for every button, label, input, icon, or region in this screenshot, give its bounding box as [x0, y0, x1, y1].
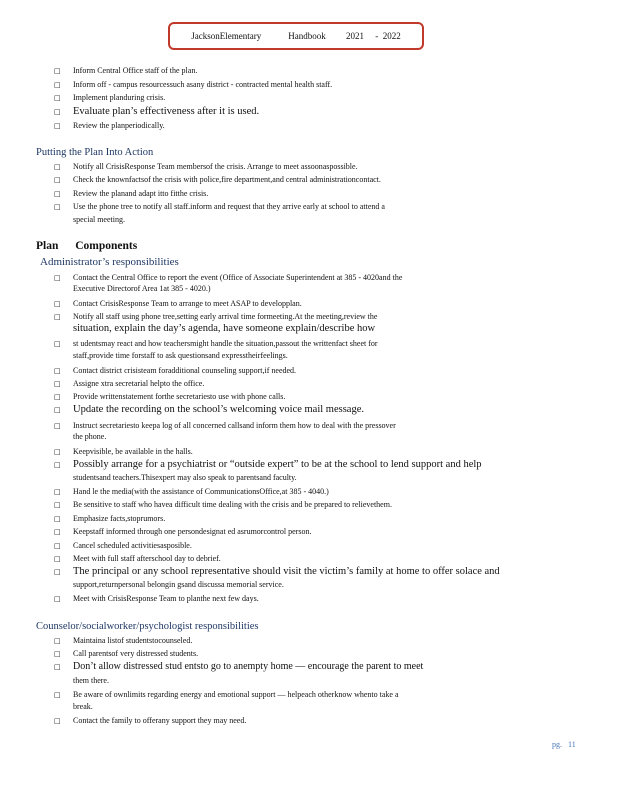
bullet-square-icon: □ [54, 528, 61, 536]
bullet-square-icon: □ [54, 163, 61, 171]
list-item-continuation: support,returnpersonal belongin gsand discussa memorial service. [73, 580, 284, 589]
list-item-continuation: special meeting. [73, 215, 125, 224]
bullet-square-icon: □ [54, 555, 61, 563]
bullet-square-icon: □ [54, 108, 61, 116]
list-item-continuation: staff,provide time forstaff to ask questionsand expresstheirfeelings. [73, 351, 288, 360]
list-item-continuation: situation, explain the day’s agenda, have someone explain/describe how [73, 323, 376, 334]
bullet-square-icon: □ [54, 717, 61, 725]
bullet-square-icon: □ [54, 488, 61, 496]
bullet-square-icon: □ [54, 340, 61, 348]
bullet-square-icon: □ [54, 122, 61, 130]
page-number: pg. 11 [552, 740, 576, 749]
list-item-continuation: them there. [73, 676, 109, 685]
section-heading-putting: Putting the Plan Into Action [36, 147, 154, 158]
counselor-responsibilities-heading: Counselor/socialworker/psychologist responsibilities [36, 621, 259, 632]
bullet-square-icon: □ [54, 313, 61, 321]
bullet-square-icon: □ [54, 67, 61, 75]
bullet-square-icon: □ [54, 190, 61, 198]
bullet-square-icon: □ [54, 203, 61, 211]
bullet-square-icon: □ [54, 663, 61, 671]
bullet-square-icon: □ [54, 568, 61, 576]
bullet-square-icon: □ [54, 406, 61, 414]
page-header [168, 22, 424, 50]
bullet-square-icon: □ [54, 691, 61, 699]
bullet-square-icon: □ [54, 94, 61, 102]
bullet-square-icon: □ [54, 542, 61, 550]
admin-responsibilities-heading: Administrator’s responsibilities [40, 256, 179, 268]
bullet-square-icon: □ [54, 515, 61, 523]
list-item-continuation: break. [73, 702, 93, 711]
plan-components-heading: Plan Components [36, 240, 138, 252]
bullet-square-icon: □ [54, 461, 61, 469]
list-item-continuation: Executive Directorof Area 1at 385 - 4020.) [73, 284, 211, 293]
bullet-square-icon: □ [54, 81, 61, 89]
header-title: JacksonElementary Handbook 2021 - 2022 [191, 31, 401, 41]
bullet-square-icon: □ [54, 176, 61, 184]
list-item-continuation: studentsand teachers.Thisexpert may also speak to parentsand faculty. [73, 473, 297, 482]
bullet-square-icon: □ [54, 380, 61, 388]
bullet-square-icon: □ [54, 274, 61, 282]
bullet-square-icon: □ [54, 501, 61, 509]
bullet-square-icon: □ [54, 367, 61, 375]
bullet-square-icon: □ [54, 393, 61, 401]
bullet-square-icon: □ [54, 637, 61, 645]
bullet-square-icon: □ [54, 595, 61, 603]
bullet-square-icon: □ [54, 300, 61, 308]
bullet-square-icon: □ [54, 422, 61, 430]
list-item-continuation: the phone. [73, 432, 107, 441]
bullet-square-icon: □ [54, 448, 61, 456]
bullet-square-icon: □ [54, 650, 61, 658]
